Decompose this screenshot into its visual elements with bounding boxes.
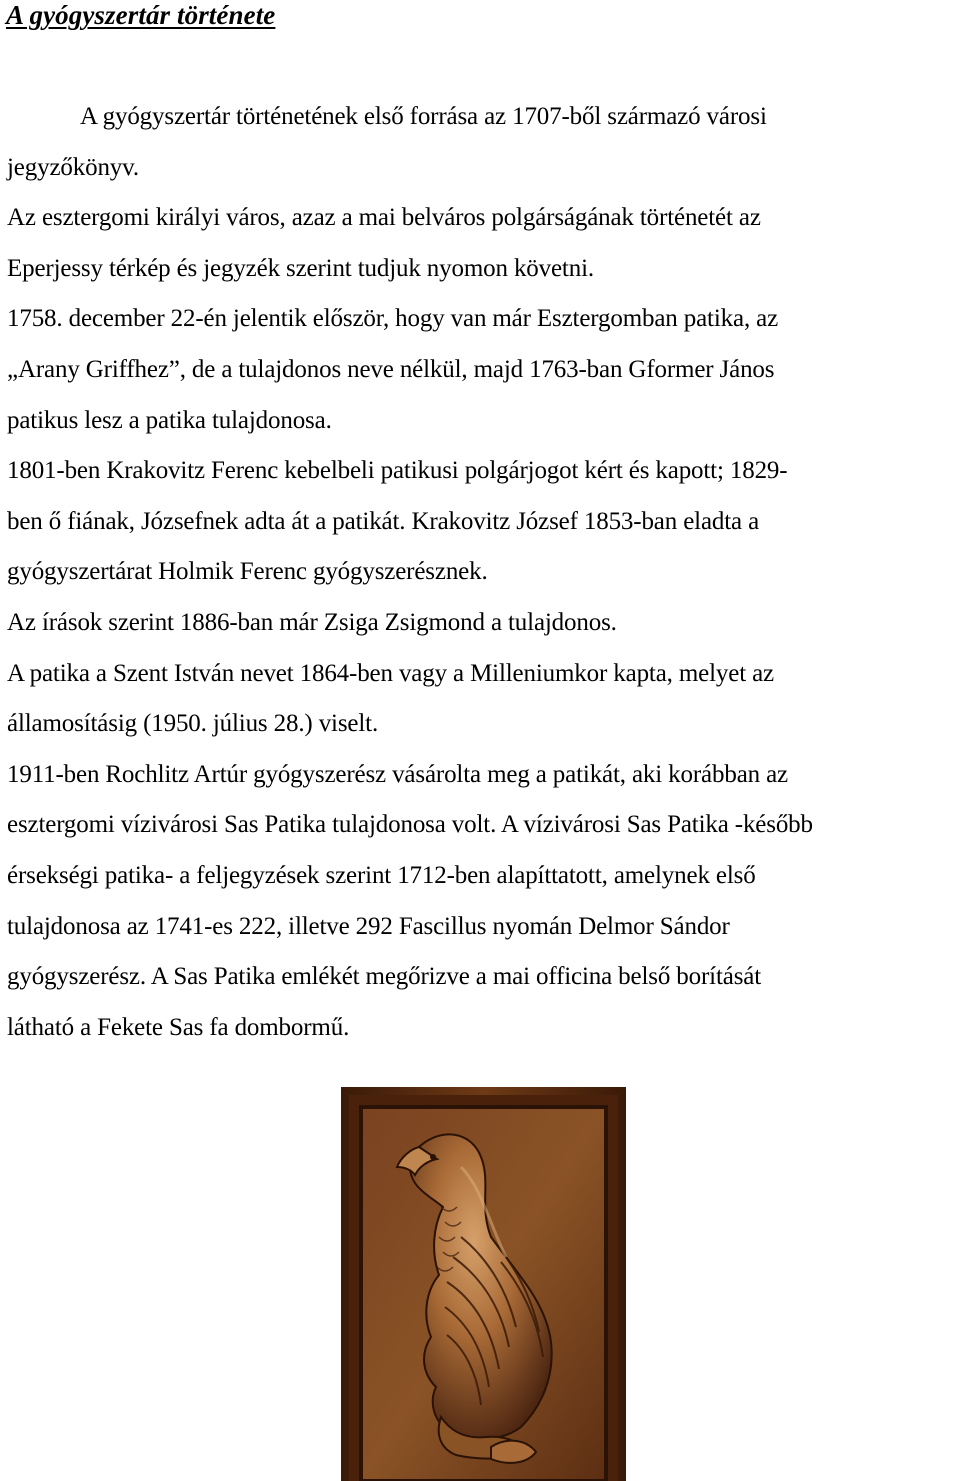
eagle-relief-icon	[341, 1087, 626, 1481]
page-title: A gyógyszertár története	[6, 0, 276, 30]
text-line: Az esztergomi királyi város, azaz a mai belváros polgárságának történetét az	[7, 204, 761, 232]
text-line: 1911-ben Rochlitz Artúr gyógyszerész vásárolta meg a patikát, aki korábban az	[7, 760, 788, 788]
text-line: 1801-ben Krakovitz Ferenc kebelbeli patikusi polgárjogot kért és kapott; 1829-	[7, 457, 788, 485]
text-line: látható a Fekete Sas fa dombormű.	[7, 1013, 350, 1041]
text-line: érsekségi patika- a feljegyzések szerint 1712-ben alapíttatott, amelynek első	[7, 861, 756, 889]
text-line: gyógyszertárat Holmik Ferenc gyógyszerésznek.	[7, 558, 488, 586]
text-line: A gyógyszertár történetének első forrása az 1707-ből származó városi	[80, 103, 767, 130]
eagle-relief-photo	[341, 1087, 626, 1481]
text-line: esztergomi vízivárosi Sas Patika tulajdonosa volt. A vízivárosi Sas Patika -később	[7, 811, 813, 839]
text-line: „Arany Griffhez”, de a tulajdonos neve nélkül, majd 1763-ban Gformer János	[7, 355, 775, 383]
text-line: A patika a Szent István nevet 1864-ben vagy a Milleniumkor kapta, melyet az	[7, 659, 774, 687]
text-line: jegyzőkönyv.	[7, 153, 139, 181]
text-line: tulajdonosa az 1741-es 222, illetve 292 Fascillus nyomán Delmor Sándor	[7, 912, 730, 940]
text-line: patikus lesz a patika tulajdonosa.	[7, 406, 332, 434]
text-line: Eperjessy térkép és jegyzék szerint tudjuk nyomon követni.	[7, 254, 594, 282]
text-line: Az írások szerint 1886-ban már Zsiga Zsigmond a tulajdonos.	[7, 608, 617, 636]
history-text	[7, 92, 959, 1053]
text-line: ben ő fiának, Józsefnek adta át a patikát. Krakovitz József 1853-ban eladta a	[7, 507, 760, 535]
text-line: államosításig (1950. július 28.) viselt.	[7, 710, 379, 738]
text-line: 1758. december 22-én jelentik először, hogy van már Esztergomban patika, az	[7, 305, 779, 333]
text-line: gyógyszerész. A Sas Patika emlékét megőrizve a mai officina belső borítását	[7, 963, 762, 991]
